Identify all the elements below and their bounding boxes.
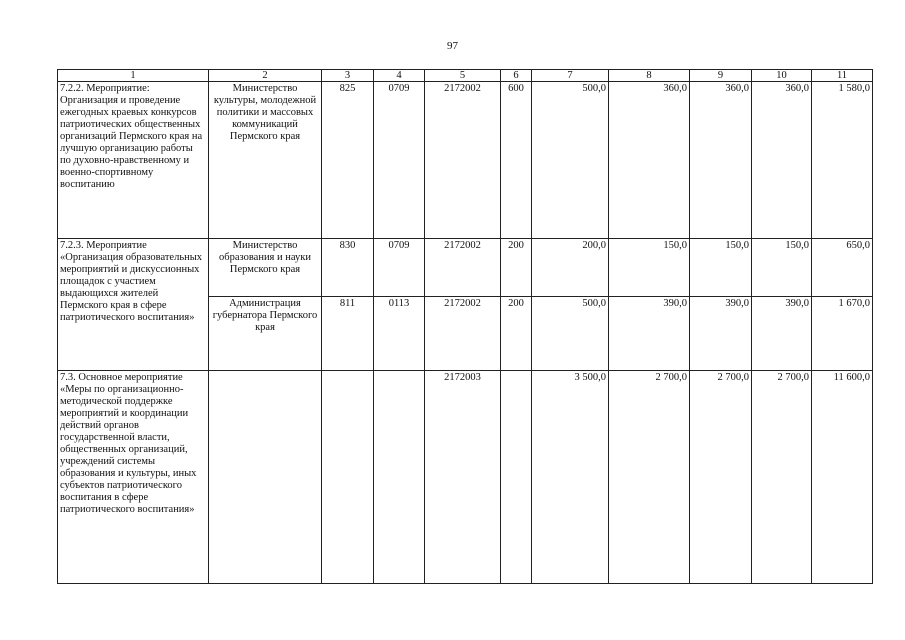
grbs-cell: 825 — [322, 82, 374, 239]
column-header: 3 — [322, 70, 374, 82]
vr-cell: 600 — [501, 82, 532, 239]
column-header: 1 — [58, 70, 209, 82]
amount-cell: 360,0 — [752, 82, 812, 239]
budget-table — [57, 69, 873, 584]
column-header: 11 — [812, 70, 873, 82]
column-header: 10 — [752, 70, 812, 82]
csr-cell: 2172002 — [425, 297, 501, 371]
rzpr-cell: 0709 — [374, 82, 425, 239]
amount-cell: 360,0 — [690, 82, 752, 239]
amount-cell: 500,0 — [532, 297, 609, 371]
executor-cell — [209, 371, 322, 584]
page-number: 97 — [447, 40, 458, 52]
amount-cell: 390,0 — [690, 297, 752, 371]
column-header: 5 — [425, 70, 501, 82]
amount-cell: 500,0 — [532, 82, 609, 239]
amount-cell: 390,0 — [609, 297, 690, 371]
rzpr-cell: 0113 — [374, 297, 425, 371]
amount-cell: 150,0 — [609, 239, 690, 297]
executor-cell: Министерство культуры, молодежной политики и массовых коммуникаций Пермского края — [209, 82, 322, 239]
total-cell: 1 670,0 — [812, 297, 873, 371]
rzpr-cell — [374, 371, 425, 584]
header-row — [58, 70, 873, 82]
column-header: 6 — [501, 70, 532, 82]
table-row — [58, 371, 873, 584]
table-row — [58, 82, 873, 239]
grbs-cell — [322, 371, 374, 584]
total-cell: 1 580,0 — [812, 82, 873, 239]
vr-cell — [501, 371, 532, 584]
amount-cell: 360,0 — [609, 82, 690, 239]
csr-cell: 2172002 — [425, 82, 501, 239]
activity-description: 7.3. Основное мероприятие «Меры по организационно-методической поддержке мероприятий и координации действий органов государственной власти, общественных организаций, учреждений системы образования и культуры, иных субъектов патриотического воспитания в сфере патриотического воспитания» — [58, 371, 209, 584]
activity-description: 7.2.2. Мероприятие: Организация и проведение ежегодных краевых конкурсов патриотических общественных организаций Пермского края на лучшую организацию работы по духовно-нравственному и военно-спортивному воспитанию — [58, 82, 209, 239]
amount-cell: 150,0 — [752, 239, 812, 297]
amount-cell: 2 700,0 — [690, 371, 752, 584]
amount-cell: 150,0 — [690, 239, 752, 297]
activity-description: 7.2.3. Мероприятие «Организация образовательных мероприятий и дискуссионных площадок с участием выдающихся жителей Пермского края в сфере патриотического воспитания» — [58, 239, 209, 371]
executor-cell: Администрация губернатора Пермского края — [209, 297, 322, 371]
amount-cell: 200,0 — [532, 239, 609, 297]
grbs-cell: 830 — [322, 239, 374, 297]
vr-cell: 200 — [501, 297, 532, 371]
amount-cell: 3 500,0 — [532, 371, 609, 584]
table-row — [58, 239, 873, 297]
rzpr-cell: 0709 — [374, 239, 425, 297]
column-header: 7 — [532, 70, 609, 82]
vr-cell: 200 — [501, 239, 532, 297]
total-cell: 11 600,0 — [812, 371, 873, 584]
csr-cell: 2172003 — [425, 371, 501, 584]
amount-cell: 2 700,0 — [609, 371, 690, 584]
executor-cell: Министерство образования и науки Пермского края — [209, 239, 322, 297]
column-header: 4 — [374, 70, 425, 82]
csr-cell: 2172002 — [425, 239, 501, 297]
column-header: 9 — [690, 70, 752, 82]
column-header: 8 — [609, 70, 690, 82]
column-header: 2 — [209, 70, 322, 82]
grbs-cell: 811 — [322, 297, 374, 371]
amount-cell: 2 700,0 — [752, 371, 812, 584]
amount-cell: 390,0 — [752, 297, 812, 371]
total-cell: 650,0 — [812, 239, 873, 297]
